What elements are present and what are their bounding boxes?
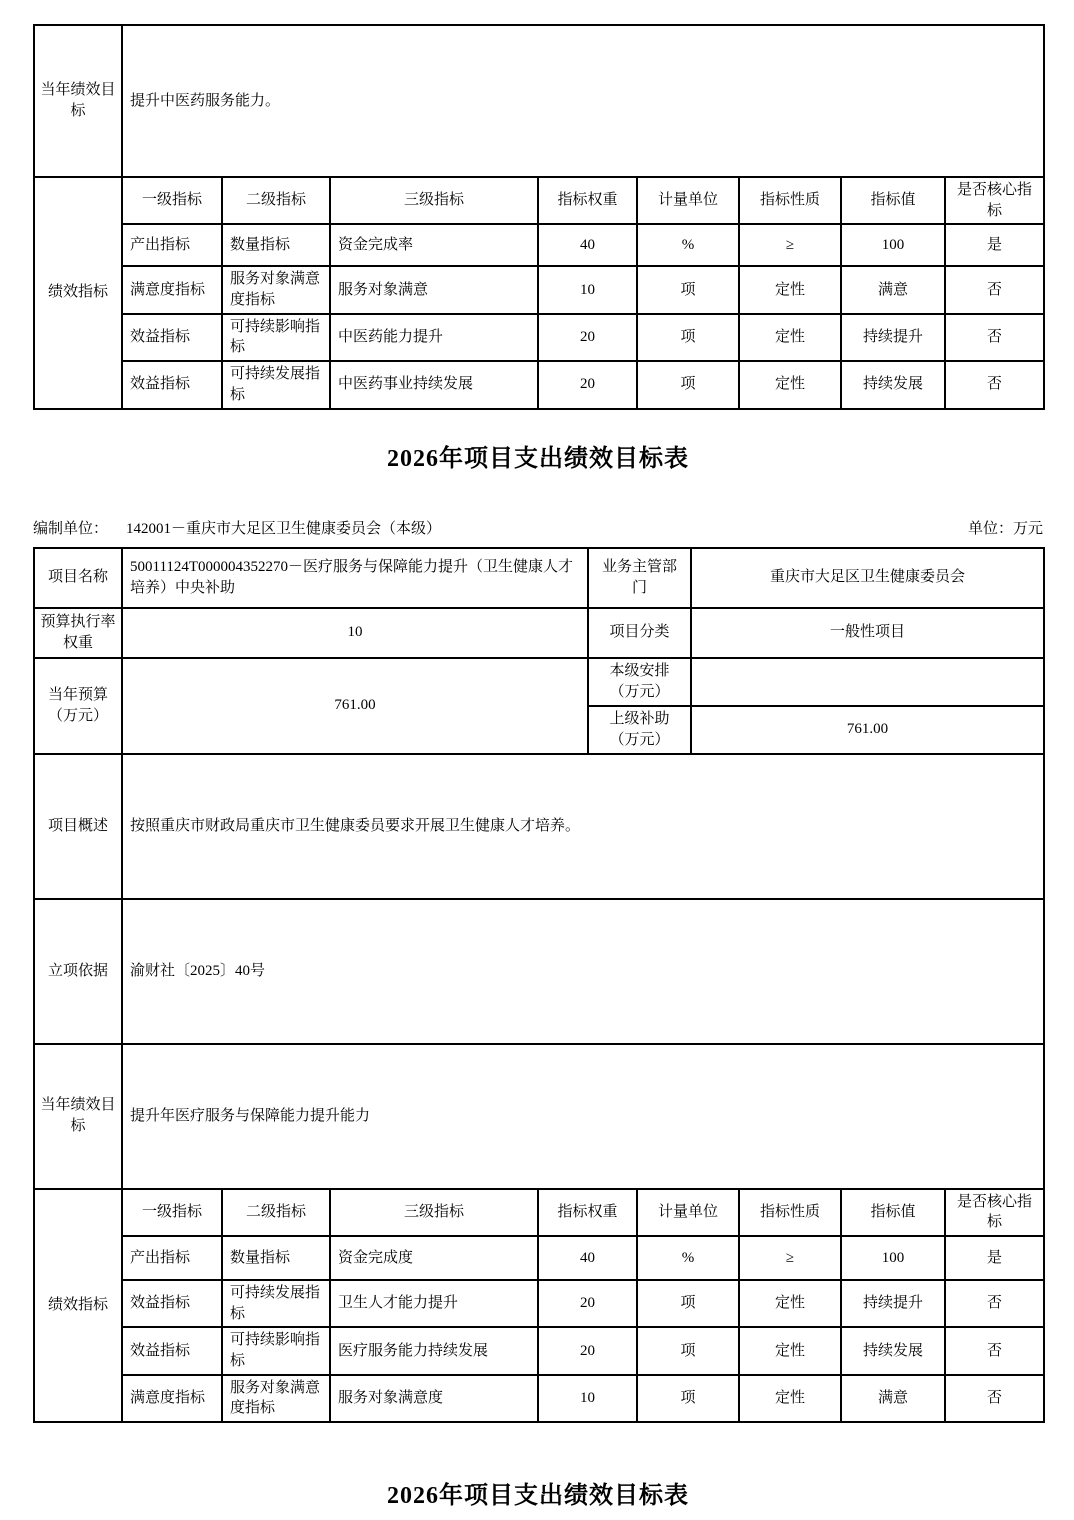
indicator-cell: 服务对象满意 xyxy=(330,266,538,313)
indicator-cell: 否 xyxy=(945,361,1044,408)
page-title: 2026年项目支出绩效目标表 xyxy=(387,445,689,472)
indicator-header-cell: 二级指标 xyxy=(222,1189,330,1236)
indicator-header-cell: 指标权重 xyxy=(538,177,637,224)
indicator-cell: 卫生人才能力提升 xyxy=(330,1280,538,1327)
indicator-cell: 项 xyxy=(637,1280,739,1327)
unit-note: 单位：万元 xyxy=(967,520,1043,537)
indicator-header-cell: 指标性质 xyxy=(739,1189,841,1236)
indicator-cell: 20 xyxy=(538,361,637,408)
overview-label: 项目概述 xyxy=(34,754,122,899)
indicator-cell: ≥ xyxy=(739,224,841,266)
indicator-cell: 数量指标 xyxy=(222,1236,330,1280)
superior-subsidy-label: 上级补助（万元） xyxy=(588,706,691,754)
indicator-cell: 20 xyxy=(538,314,637,361)
indicator-cell: 100 xyxy=(841,1236,945,1280)
prepared-by-value: 142001－重庆市大足区卫生健康委员会（本级） xyxy=(126,520,442,537)
superior-subsidy-value: 761.00 xyxy=(691,706,1044,754)
local-arrangement-label: 本级安排（万元） xyxy=(588,658,691,706)
annual-goal-value: 提升中医药服务能力。 xyxy=(122,25,1044,177)
indicator-cell: 定性 xyxy=(739,266,841,313)
project-info-table xyxy=(33,547,1045,1190)
table-row xyxy=(34,1327,1044,1374)
meta-line xyxy=(33,517,1043,538)
indicator-cell: 服务对象满意度指标 xyxy=(222,1375,330,1422)
indicator-cell: 资金完成率 xyxy=(330,224,538,266)
indicator-cell: 满意 xyxy=(841,1375,945,1422)
table-row xyxy=(34,25,1044,177)
indicator-cell: 数量指标 xyxy=(222,224,330,266)
indicator-cell: ≥ xyxy=(739,1236,841,1280)
indicator-cell: 定性 xyxy=(739,361,841,408)
indicator-header-cell: 计量单位 xyxy=(637,1189,739,1236)
indicator-cell: 是 xyxy=(945,224,1044,266)
exec-rate-value: 10 xyxy=(122,608,588,658)
indicator-cell: 服务对象满意度指标 xyxy=(222,266,330,313)
indicator-header-cell: 计量单位 xyxy=(637,177,739,224)
performance-indicators-label: 绩效指标 xyxy=(34,177,122,409)
indicator-cell: 效益指标 xyxy=(122,314,222,361)
table-row xyxy=(34,658,1044,706)
indicator-cell: 持续发展 xyxy=(841,1327,945,1374)
indicator-cell: 是 xyxy=(945,1236,1044,1280)
indicator-cell: 效益指标 xyxy=(122,1280,222,1327)
basis-value: 渝财社〔2025〕40号 xyxy=(122,899,1044,1044)
indicator-header-cell: 指标值 xyxy=(841,177,945,224)
basis-label: 立项依据 xyxy=(34,899,122,1044)
local-arrangement-value xyxy=(691,658,1044,706)
table-row xyxy=(34,1236,1044,1280)
indicator-cell: 定性 xyxy=(739,1280,841,1327)
indicator-cell: % xyxy=(637,1236,739,1280)
indicator-cell: 效益指标 xyxy=(122,1327,222,1374)
annual-budget-label: 当年预算（万元） xyxy=(34,658,122,754)
indicator-header-cell: 三级指标 xyxy=(330,177,538,224)
indicator-header-cell: 指标权重 xyxy=(538,1189,637,1236)
indicator-header-cell: 是否核心指标 xyxy=(945,177,1044,224)
indicator-cell: 20 xyxy=(538,1327,637,1374)
indicator-cell: 满意度指标 xyxy=(122,1375,222,1422)
category-label: 项目分类 xyxy=(588,608,691,658)
prepared-by-label: 编制单位： xyxy=(33,520,109,537)
table-row xyxy=(34,1375,1044,1422)
indicator-cell: 否 xyxy=(945,1280,1044,1327)
table-row xyxy=(34,1280,1044,1327)
indicators-table xyxy=(33,1188,1045,1424)
indicator-cell: 资金完成度 xyxy=(330,1236,538,1280)
indicator-cell: 40 xyxy=(538,224,637,266)
table-row xyxy=(34,266,1044,313)
dept-label: 业务主管部门 xyxy=(588,548,691,608)
indicator-cell: 定性 xyxy=(739,314,841,361)
indicator-cell: 中医药能力提升 xyxy=(330,314,538,361)
indicator-cell: 否 xyxy=(945,266,1044,313)
top-fragment-table xyxy=(33,24,1045,410)
indicator-cell: 100 xyxy=(841,224,945,266)
performance-indicators-label: 绩效指标 xyxy=(34,1189,122,1423)
indicator-cell: 可持续发展指标 xyxy=(222,361,330,408)
table-row xyxy=(34,754,1044,899)
indicator-cell: 20 xyxy=(538,1280,637,1327)
indicator-cell: 项 xyxy=(637,266,739,313)
indicator-header-cell: 三级指标 xyxy=(330,1189,538,1236)
indicator-cell: 项 xyxy=(637,361,739,408)
indicator-header-cell: 指标值 xyxy=(841,1189,945,1236)
indicator-cell: 服务对象满意度 xyxy=(330,1375,538,1422)
table-row xyxy=(34,314,1044,361)
indicator-cell: 医疗服务能力持续发展 xyxy=(330,1327,538,1374)
indicator-header-cell: 一级指标 xyxy=(122,177,222,224)
indicator-header-cell: 一级指标 xyxy=(122,1189,222,1236)
indicator-cell: 定性 xyxy=(739,1375,841,1422)
indicator-cell: 可持续发展指标 xyxy=(222,1280,330,1327)
indicator-cell: 可持续影响指标 xyxy=(222,1327,330,1374)
annual-goal-label: 当年绩效目标 xyxy=(34,25,122,177)
page-title-bottom: 2026年项目支出绩效目标表 xyxy=(387,1483,689,1509)
indicator-cell: 持续发展 xyxy=(841,361,945,408)
indicator-cell: 中医药事业持续发展 xyxy=(330,361,538,408)
indicator-cell: % xyxy=(637,224,739,266)
dept-value: 重庆市大足区卫生健康委员会 xyxy=(691,548,1044,608)
indicator-cell: 满意 xyxy=(841,266,945,313)
indicator-cell: 持续提升 xyxy=(841,1280,945,1327)
annual-budget-value: 761.00 xyxy=(122,658,588,754)
table-row xyxy=(34,899,1044,1044)
indicator-cell: 定性 xyxy=(739,1327,841,1374)
table-row xyxy=(34,361,1044,408)
indicator-cell: 满意度指标 xyxy=(122,266,222,313)
project-name-label: 项目名称 xyxy=(34,548,122,608)
table-row xyxy=(34,224,1044,266)
indicator-header-cell: 指标性质 xyxy=(739,177,841,224)
indicator-cell: 项 xyxy=(637,314,739,361)
indicator-header-cell: 是否核心指标 xyxy=(945,1189,1044,1236)
indicator-cell: 项 xyxy=(637,1327,739,1374)
indicator-cell: 10 xyxy=(538,1375,637,1422)
indicator-cell: 否 xyxy=(945,1327,1044,1374)
indicator-cell: 否 xyxy=(945,1375,1044,1422)
indicator-header-cell: 二级指标 xyxy=(222,177,330,224)
category-value: 一般性项目 xyxy=(691,608,1044,658)
table-row xyxy=(34,608,1044,658)
indicator-cell: 可持续影响指标 xyxy=(222,314,330,361)
table-row xyxy=(34,1044,1044,1189)
table-row xyxy=(34,548,1044,608)
indicator-cell: 项 xyxy=(637,1375,739,1422)
project-name-value: 50011124T000004352270－医疗服务与保障能力提升（卫生健康人才培养）中央补助 xyxy=(122,548,588,608)
indicator-cell: 持续提升 xyxy=(841,314,945,361)
table-row xyxy=(34,177,1044,224)
indicator-cell: 效益指标 xyxy=(122,361,222,408)
indicator-cell: 10 xyxy=(538,266,637,313)
table-row xyxy=(34,1189,1044,1236)
indicator-cell: 产出指标 xyxy=(122,1236,222,1280)
annual-goal-label: 当年绩效目标 xyxy=(34,1044,122,1189)
annual-goal-value: 提升年医疗服务与保障能力提升能力 xyxy=(122,1044,1044,1189)
indicator-cell: 40 xyxy=(538,1236,637,1280)
indicator-cell: 否 xyxy=(945,314,1044,361)
indicator-cell: 产出指标 xyxy=(122,224,222,266)
overview-value: 按照重庆市财政局重庆市卫生健康委员要求开展卫生健康人才培养。 xyxy=(122,754,1044,899)
exec-rate-label: 预算执行率权重 xyxy=(34,608,122,658)
